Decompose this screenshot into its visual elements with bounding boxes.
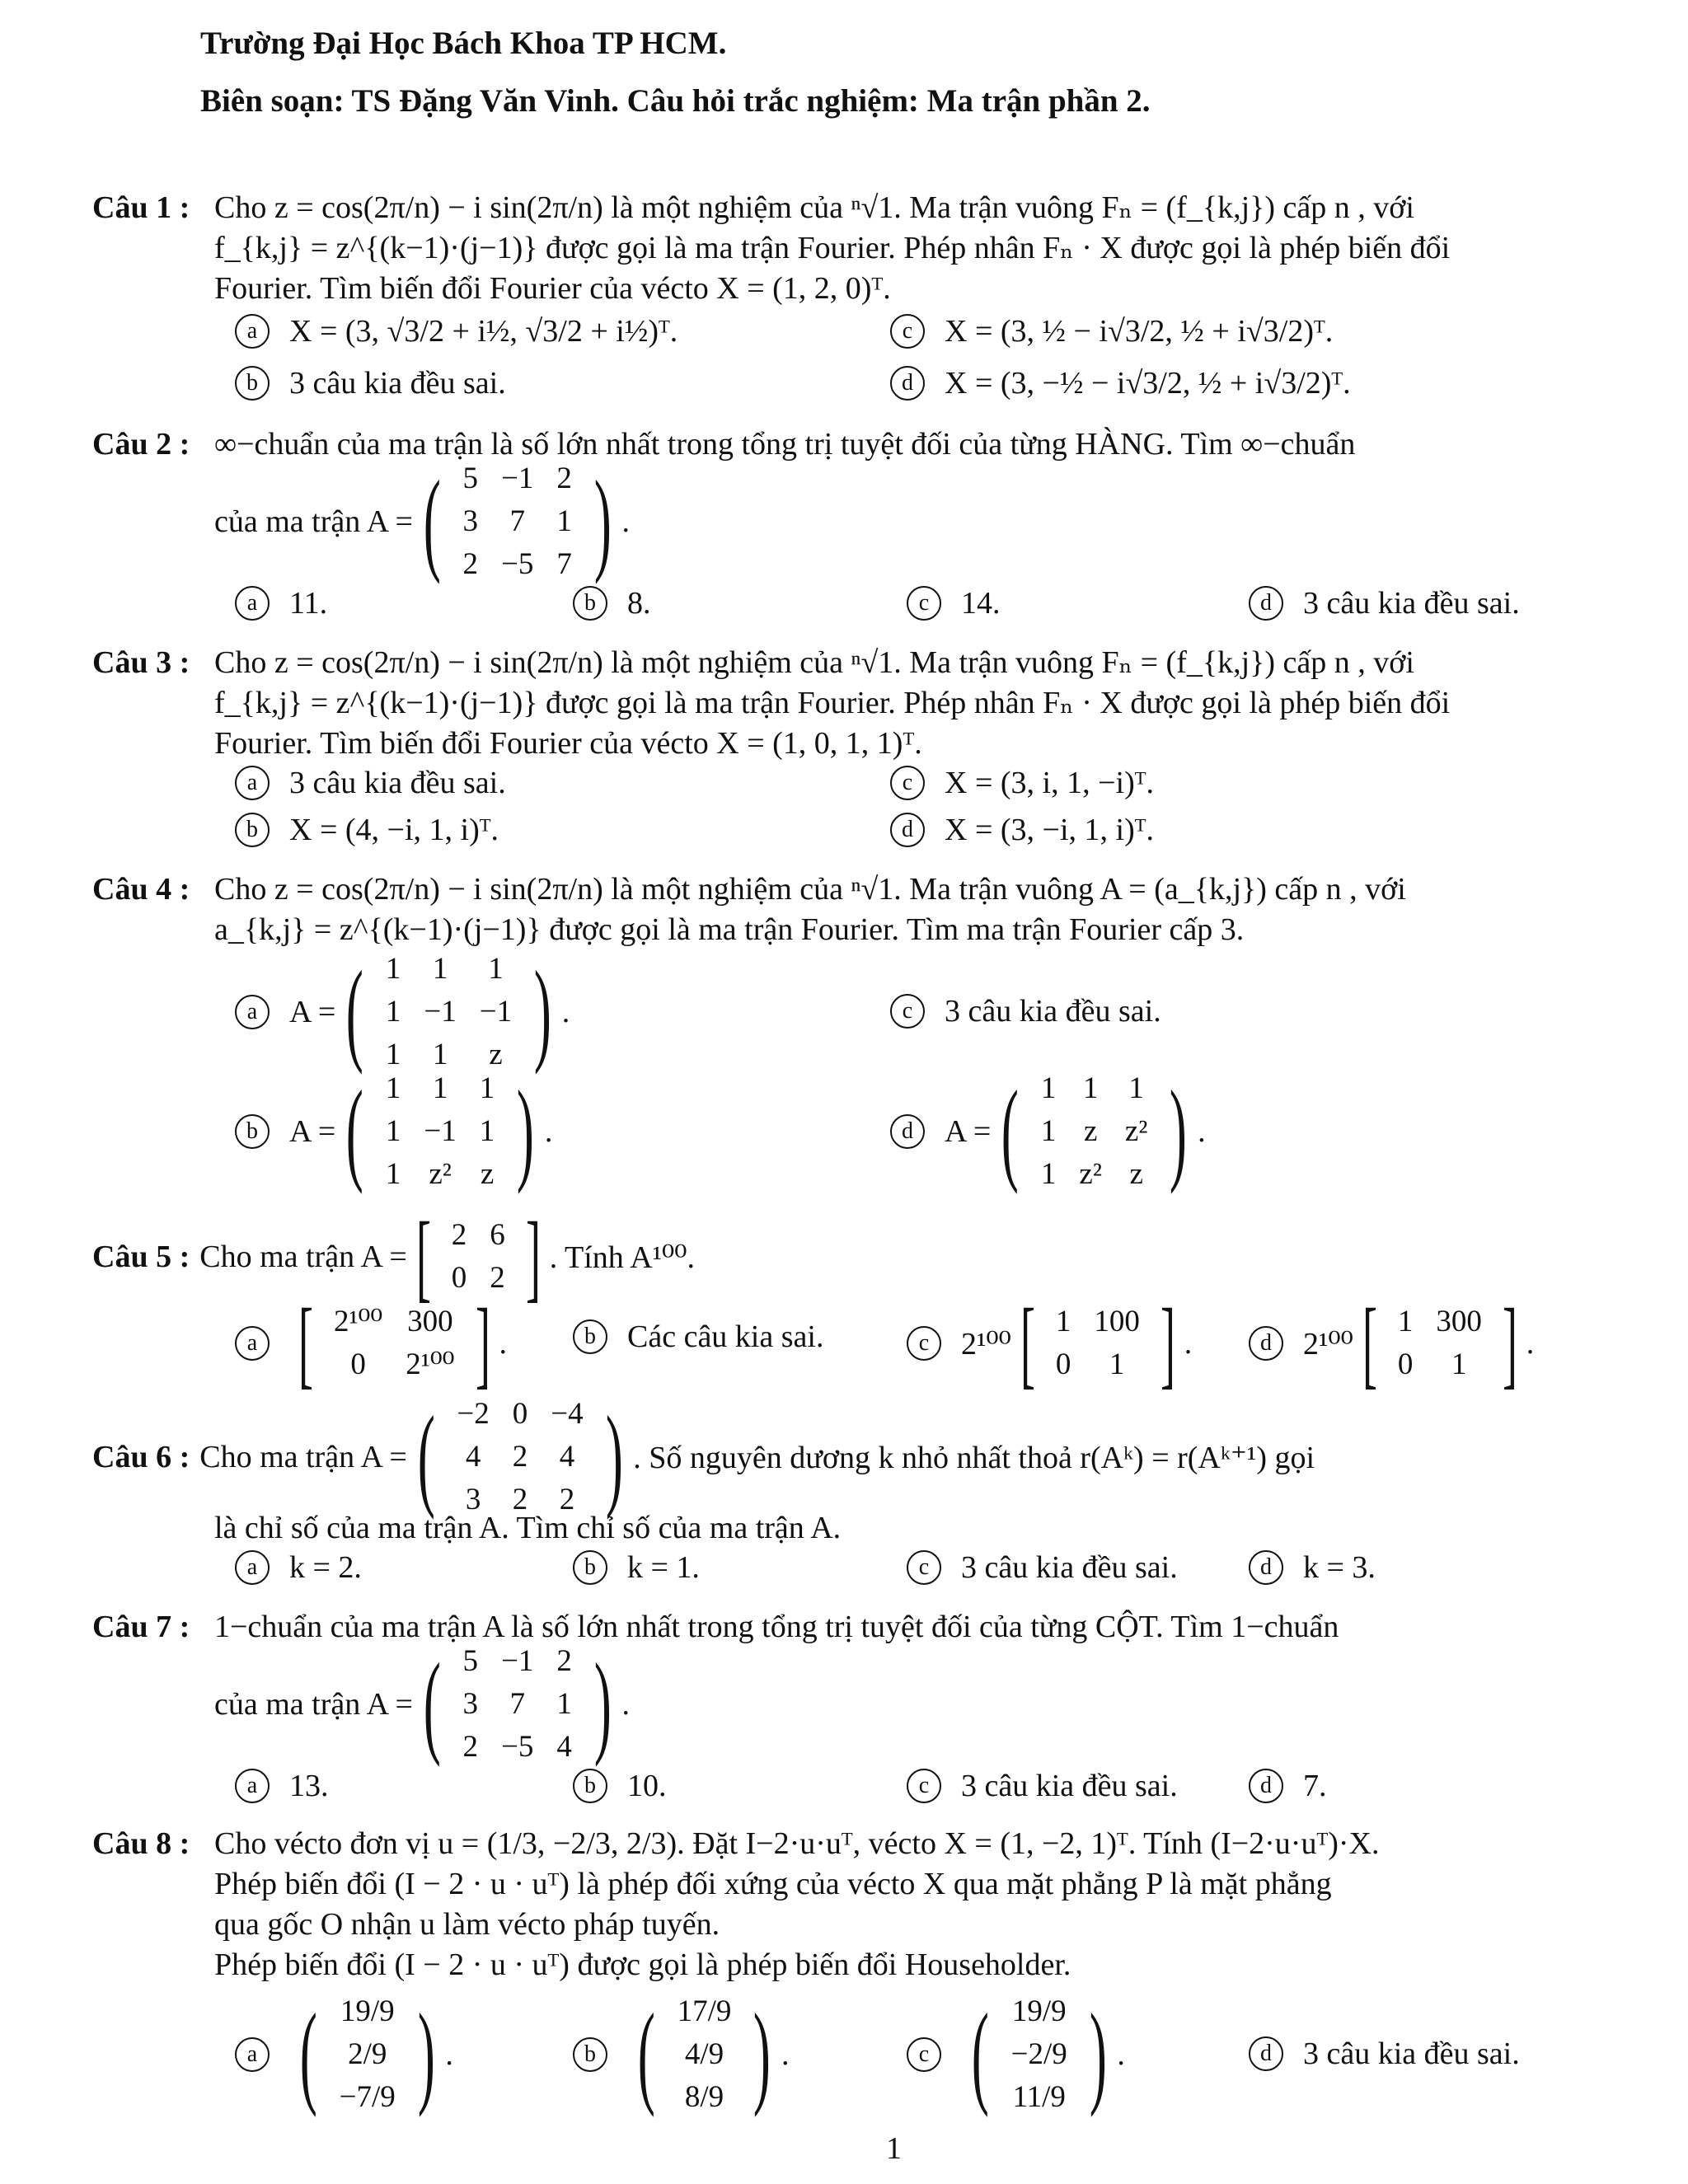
matrix-cell: 2 [556, 1644, 572, 1678]
matrix-A: [ 2 6 0 2 ] [415, 1202, 541, 1311]
matrix-cell: 2/9 [348, 2037, 387, 2071]
option-marker: d [1249, 586, 1283, 621]
matrix-row [374, 948, 523, 991]
matrix-row [374, 991, 523, 1033]
option-text: 3 câu kia đều sai. [945, 994, 1161, 1029]
matrix-cell: 2 [462, 547, 479, 581]
option-text: 3 câu kia đều sai. [961, 1550, 1178, 1585]
question-label: Câu 7 : [92, 1610, 190, 1644]
matrix-cell: 4 [559, 1440, 575, 1474]
question-text: Cho z = cos(2π/n) − i sin(2π/n) là một nghiệm của ⁿ√1. Ma trận vuông Fₙ = (f_{k,j}) cấp n , với [214, 190, 1414, 225]
matrix-row [445, 1393, 594, 1436]
matrix-cell: 2 [512, 1483, 528, 1516]
option-marker: b [573, 1319, 607, 1354]
matrix-cell: 0 [350, 1347, 366, 1381]
matrix-row [322, 1343, 467, 1386]
matrix-row [452, 543, 584, 586]
page-number: 1 [886, 2131, 902, 2166]
matrix-cell: 2 [556, 462, 572, 495]
matrix-row [328, 2076, 407, 2119]
option-text: k = 2. [289, 1550, 362, 1585]
option-d[interactable] [1249, 1768, 1327, 1804]
option-text: 10. [627, 1769, 667, 1803]
matrix-line: của ma trận A = ( 5 −1 2 3 7 1 2 −5 7 ) . [214, 457, 631, 585]
option-marker: a [235, 766, 270, 800]
question-text: ∞−chuẩn của ma trận là số lớn nhất trong tổng trị tuyệt đối của từng HÀNG. Tìm ∞−chuẩn [214, 427, 1356, 462]
matrix-option-d: [ 1 300 0 1 ] [1362, 1288, 1517, 1398]
matrix-cell: 11/9 [1012, 2080, 1066, 2114]
matrix-row [452, 1683, 584, 1726]
question-label: Câu 6 : [92, 1440, 190, 1474]
option-text: 11. [289, 586, 328, 621]
header-author: Biên soạn: TS Đặng Văn Vinh. Câu hỏi trắc nghiệm: Ma trận phần 2. [200, 83, 1151, 119]
option-marker: a [235, 1326, 270, 1361]
matrix-cell: −4 [551, 1397, 584, 1431]
matrix-cell: 4 [556, 1730, 572, 1764]
option-marker: c [907, 1769, 941, 1803]
matrix-row [452, 457, 584, 500]
question-text: Cho vécto đơn vị u = (1/3, −2/3, 2/3). Đặt I−2·u·uᵀ, vécto X = (1, −2, 1)ᵀ. Tính (I−2·u·uᵀ)·X. [214, 1826, 1380, 1861]
option-marker: a [235, 1550, 270, 1585]
question-3 [92, 643, 1515, 764]
option-text: 3 câu kia đều sai. [1303, 2036, 1520, 2071]
option-a[interactable] [235, 585, 327, 621]
question-label: Câu 5 : [92, 1240, 190, 1274]
matrix-row [452, 1640, 584, 1683]
matrix-line: của ma trận A = ( 5 −1 2 3 7 1 2 −5 4 ) . [214, 1640, 631, 1768]
question-label: Câu 2 : [92, 427, 190, 462]
matrix-cell: −5 [501, 547, 534, 581]
matrix-cell: 0 [1055, 1347, 1071, 1381]
option-b[interactable] [573, 1549, 700, 1586]
option-marker: b [573, 1550, 607, 1585]
option-marker: b [573, 2037, 607, 2072]
vector-option-c: ( 19/9 −2/9 11/9 ) [971, 1990, 1107, 2118]
matrix-cell: 1 [385, 1157, 401, 1191]
matrix-cell: 3 [462, 1687, 479, 1721]
matrix-cell: z [1083, 1114, 1098, 1148]
option-a[interactable]: a ( 19/9 2/9 −7/9 ) . [235, 1990, 453, 2119]
option-text: X = (3, i, 1, −i)ᵀ. [945, 766, 1154, 800]
matrix-cell: 4/9 [684, 2037, 724, 2071]
matrix-option-a: [ 2¹⁰⁰ 300 0 2¹⁰⁰ ] [298, 1288, 490, 1398]
matrix-cell: 1 [432, 1038, 448, 1071]
matrix-cell: −1 [479, 995, 513, 1029]
matrix-cell: z² [1124, 1114, 1148, 1148]
matrix-A: ( 5 −1 2 3 7 1 2 −5 4 ) [423, 1640, 612, 1768]
vector-option-b: ( 17/9 4/9 8/9 ) [637, 1990, 771, 2118]
option-d[interactable] [890, 365, 1351, 401]
option-marker: d [1249, 1550, 1283, 1585]
matrix-row [1386, 1301, 1493, 1343]
option-c[interactable]: c ( 19/9 −2/9 11/9 ) . [907, 1990, 1125, 2119]
option-d[interactable] [1249, 1549, 1376, 1586]
matrix-cell: 2 [462, 1730, 479, 1764]
coefficient: 2¹⁰⁰ [961, 1326, 1011, 1361]
question-4 [92, 869, 1515, 950]
matrix-option-d: ( 1 1 1 1 z z² 1 z² z ) [1001, 1067, 1188, 1195]
matrix-cell: 19/9 [340, 1994, 395, 2028]
matrix-row [666, 2033, 743, 2076]
question-text: . Số nguyên dương k nhỏ nhất thoả r(Aᵏ) = r(Aᵏ⁺¹) gọi [633, 1440, 1315, 1475]
matrix-cell: −1 [501, 462, 534, 495]
matrix-cell: 2¹⁰⁰ [406, 1347, 455, 1381]
option-c[interactable]: c 2¹⁰⁰ [ 1 100 0 1 ] . [907, 1294, 1192, 1393]
matrix-cell: 1 [556, 1687, 572, 1721]
question-text: qua gốc O nhận u làm vécto pháp tuyến. [214, 1907, 720, 1942]
matrix-cell: 1 [1040, 1157, 1057, 1191]
matrix-row [1029, 1153, 1160, 1196]
option-marker: c [890, 994, 925, 1029]
question-label: Câu 1 : [92, 190, 190, 225]
question-label: Câu 8 : [92, 1826, 190, 1861]
matrix-row [452, 1726, 584, 1769]
option-c[interactable] [907, 1549, 1178, 1586]
question-text: Fourier. Tìm biến đổi Fourier của vécto X = (1, 2, 0)ᵀ. [214, 271, 891, 306]
option-text: 3 câu kia đều sai. [289, 366, 506, 401]
matrix-cell: z [480, 1157, 495, 1191]
matrix-cell: 1 [385, 1038, 401, 1071]
matrix-cell: 0 [1397, 1347, 1414, 1381]
matrix-cell: z [489, 1038, 503, 1071]
matrix-row [328, 1990, 407, 2033]
option-marker: c [907, 586, 941, 621]
matrix-row [1029, 1110, 1160, 1153]
option-text: X = (3, ½ − i√3/2, ½ + i√3/2)ᵀ. [945, 314, 1334, 349]
question-text: Phép biến đổi (I − 2 · u · uᵀ) được gọi là phép biến đổi Householder. [214, 1947, 1071, 1982]
option-text: X = (3, −i, 1, i)ᵀ. [945, 813, 1154, 847]
option-marker: a [235, 1769, 270, 1803]
option-marker: b [235, 813, 270, 847]
option-marker: c [907, 2037, 941, 2072]
matrix-cell: 6 [490, 1218, 505, 1252]
matrix-row [445, 1436, 594, 1479]
option-marker: a [235, 314, 270, 349]
question-1 [92, 188, 1515, 309]
header-school: Trường Đại Học Bách Khoa TP HCM. [200, 26, 727, 61]
matrix-prefix: của ma trận A = [214, 504, 413, 539]
matrix-cell: 2 [451, 1218, 467, 1252]
matrix-cell: 8/9 [684, 2080, 724, 2114]
option-c[interactable] [890, 313, 1333, 349]
question-text: a_{k,j} = z^{(k−1)·(j−1)} được gọi là ma trận Fourier. Tìm ma trận Fourier cấp 3. [214, 912, 1245, 947]
matrix-cell: 1 [1397, 1305, 1414, 1338]
matrix-row [1029, 1067, 1160, 1110]
matrix-option-b: ( 1 1 1 1 −1 1 1 z² z ) [346, 1067, 535, 1195]
option-b[interactable] [235, 812, 499, 848]
matrix-cell: z [1129, 1157, 1143, 1191]
option-marker: c [907, 1550, 941, 1585]
option-text: X = (3, −½ − i√3/2, ½ + i√3/2)ᵀ. [945, 366, 1351, 401]
option-text: 3 câu kia đều sai. [961, 1769, 1178, 1803]
question-6 [92, 1393, 1315, 1521]
matrix-row [1044, 1343, 1151, 1386]
matrix-row [440, 1214, 517, 1257]
option-marker: c [907, 1326, 941, 1361]
option-a[interactable]: a [ 2¹⁰⁰ 300 0 2¹⁰⁰ ] . [235, 1294, 507, 1393]
option-text: 13. [289, 1769, 329, 1803]
matrix-cell: 5 [462, 1644, 479, 1678]
matrix-cell: 2 [512, 1440, 528, 1474]
option-a[interactable] [235, 1549, 362, 1586]
matrix-cell: z² [1079, 1157, 1102, 1191]
matrix-cell: 1 [432, 952, 448, 986]
question-text: 1−chuẩn của ma trận A là số lớn nhất trong tổng trị tuyệt đối của từng CỘT. Tìm 1−chuẩn [214, 1610, 1339, 1644]
question-text: Cho z = cos(2π/n) − i sin(2π/n) là một nghiệm của ⁿ√1. Ma trận vuông A = (a_{k,j}) cấp n , với [214, 872, 1406, 907]
matrix-cell: 1 [385, 1071, 401, 1105]
matrix-cell: 1 [385, 995, 401, 1029]
matrix-cell: 1 [385, 1114, 401, 1148]
matrix-cell: 3 [462, 504, 479, 538]
matrix-cell: 1 [385, 952, 401, 986]
matrix-cell: −1 [424, 1114, 457, 1148]
matrix-row [452, 500, 584, 543]
option-text: 8. [627, 586, 651, 621]
option-a[interactable]: a A = ( 1 1 1 1 −1 −1 1 1 z ) . [235, 948, 570, 1076]
option-marker: b [573, 1769, 607, 1803]
matrix-cell: 0 [451, 1261, 467, 1295]
option-c[interactable] [890, 993, 1161, 1029]
option-marker: d [890, 1114, 925, 1149]
option-b[interactable] [573, 1319, 823, 1355]
matrix-cell: −5 [501, 1730, 534, 1764]
matrix-cell: 1 [1109, 1347, 1125, 1381]
matrix-cell: 100 [1094, 1305, 1140, 1338]
option-text: Các câu kia sai. [627, 1319, 824, 1354]
matrix-row [666, 1990, 743, 2033]
matrix-prefix: Cho ma trận A = [199, 1240, 407, 1274]
matrix-cell: 17/9 [677, 1994, 732, 2028]
matrix-option-c: [ 1 100 0 1 ] [1020, 1288, 1175, 1398]
option-text: 3 câu kia đều sai. [1303, 586, 1520, 621]
question-text: Cho z = cos(2π/n) − i sin(2π/n) là một nghiệm của ⁿ√1. Ma trận vuông Fₙ = (f_{k,j}) cấp n , với [214, 645, 1414, 680]
matrix-row [666, 2076, 743, 2119]
matrix-cell: 1 [1082, 1071, 1099, 1105]
option-marker: b [573, 586, 607, 621]
option-b[interactable] [573, 585, 651, 621]
matrix-cell: 1 [488, 952, 504, 986]
option-text: X = (3, √3/2 + i½, √3/2 + i½)ᵀ. [289, 314, 678, 349]
option-marker: a [235, 995, 270, 1029]
option-marker: d [890, 813, 925, 847]
option-text: 3 câu kia đều sai. [289, 766, 506, 800]
question-6-cont [92, 1508, 1515, 1549]
matrix-row [1386, 1343, 1493, 1386]
option-marker: b [235, 366, 270, 401]
matrix-cell: −7/9 [339, 2080, 396, 2114]
matrix-row [1000, 1990, 1079, 2033]
option-text: k = 3. [1303, 1550, 1376, 1585]
matrix-row [322, 1301, 467, 1343]
option-marker: a [235, 2037, 270, 2072]
matrix-cell: 1 [479, 1071, 495, 1105]
option-b[interactable] [573, 1768, 667, 1804]
matrix-cell: z² [429, 1157, 452, 1191]
option-marker: a [235, 586, 270, 621]
option-text: 7. [1303, 1769, 1327, 1803]
matrix-cell: 1 [432, 1071, 448, 1105]
matrix-row [1000, 2033, 1079, 2076]
matrix-prefix: A = [289, 995, 336, 1029]
option-b[interactable]: b A = ( 1 1 1 1 −1 1 1 z² z ) . [235, 1067, 552, 1196]
question-text: là chỉ số của ma trận A. Tìm chỉ số của ma trận A. [214, 1511, 842, 1545]
option-c[interactable] [890, 765, 1154, 801]
option-marker: c [890, 766, 925, 800]
coefficient: 2¹⁰⁰ [1303, 1326, 1353, 1361]
matrix-cell: 1 [1040, 1071, 1057, 1105]
matrix-cell: 2 [490, 1261, 505, 1295]
matrix-cell: 1 [1128, 1071, 1144, 1105]
matrix-cell: 0 [512, 1397, 528, 1431]
question-text: Phép biến đổi (I − 2 · u · uᵀ) là phép đối xứng của vécto X qua mặt phẳng P là mặt phẳng [214, 1867, 1332, 1901]
question-5 [92, 1202, 695, 1311]
matrix-cell: 5 [462, 462, 479, 495]
question-text: f_{k,j} = z^{(k−1)·(j−1)} được gọi là ma trận Fourier. Phép nhân Fₙ · X được gọi là phép biến đổi [214, 231, 1451, 265]
question-text: f_{k,j} = z^{(k−1)·(j−1)} được gọi là ma trận Fourier. Phép nhân Fₙ · X được gọi là phép biến đổi [214, 686, 1451, 720]
matrix-cell: 300 [1436, 1305, 1482, 1338]
matrix-cell: −2/9 [1010, 2037, 1067, 2071]
option-d[interactable] [1249, 585, 1520, 621]
matrix-cell: 1 [1040, 1114, 1057, 1148]
matrix-row [328, 2033, 407, 2076]
matrix-cell: 3 [465, 1483, 481, 1516]
matrix-option-a: ( 1 1 1 1 −1 −1 1 1 z ) [346, 948, 551, 1076]
option-d[interactable] [1249, 2036, 1520, 2072]
matrix-cell: 300 [407, 1305, 453, 1338]
option-text: X = (4, −i, 1, i)ᵀ. [289, 813, 499, 847]
matrix-row [1000, 2076, 1079, 2119]
option-marker: d [1249, 1769, 1283, 1803]
option-a[interactable] [235, 1768, 329, 1804]
matrix-cell: 19/9 [1011, 1994, 1067, 2028]
option-marker: c [890, 314, 925, 349]
matrix-row [1044, 1301, 1151, 1343]
option-d[interactable] [890, 812, 1154, 848]
matrix-cell: 4 [465, 1440, 481, 1474]
option-text: k = 1. [627, 1550, 700, 1585]
matrix-cell: 2 [559, 1483, 575, 1516]
matrix-cell: 7 [556, 547, 572, 581]
matrix-A: ( 5 −1 2 3 7 1 2 −5 7 ) [423, 457, 612, 585]
option-marker: b [235, 1114, 270, 1149]
matrix-prefix: A = [289, 1114, 336, 1149]
option-marker: d [890, 366, 925, 401]
option-d[interactable]: d A = ( 1 1 1 1 z z² 1 z² z ) . [890, 1067, 1206, 1196]
matrix-cell: −1 [424, 995, 457, 1029]
question-text: Fourier. Tìm biến đổi Fourier của vécto X = (1, 0, 1, 1)ᵀ. [214, 726, 922, 761]
matrix-row [374, 1110, 506, 1153]
matrix-cell: −1 [501, 1644, 534, 1678]
question-8 [92, 1824, 1515, 1985]
option-d[interactable]: d 2¹⁰⁰ [ 1 300 0 1 ] . [1249, 1294, 1534, 1393]
question-label: Câu 3 : [92, 645, 190, 680]
option-c[interactable] [907, 1768, 1178, 1804]
option-a[interactable] [235, 313, 678, 349]
option-marker: d [1249, 2036, 1283, 2071]
option-b[interactable] [235, 365, 506, 401]
matrix-cell: 2¹⁰⁰ [333, 1305, 383, 1338]
matrix-cell: 1 [1451, 1347, 1467, 1381]
matrix-cell: 1 [556, 504, 572, 538]
question-text: . Tính A¹⁰⁰. [549, 1240, 695, 1275]
vector-option-a: ( 19/9 2/9 −7/9 ) [299, 1990, 435, 2118]
matrix-A: ( −2 0 −4 4 2 4 3 2 2 ) [417, 1393, 623, 1521]
matrix-prefix: Cho ma trận A = [199, 1440, 407, 1474]
matrix-cell: −2 [457, 1397, 490, 1431]
matrix-row [374, 1067, 506, 1110]
matrix-prefix: của ma trận A = [214, 1687, 413, 1722]
matrix-row [374, 1153, 506, 1196]
matrix-cell: 7 [509, 504, 525, 538]
matrix-cell: 1 [1055, 1305, 1071, 1338]
option-a[interactable] [235, 765, 506, 801]
question-label: Câu 4 : [92, 872, 190, 907]
option-text: 14. [961, 586, 1001, 621]
matrix-cell: 7 [509, 1687, 525, 1721]
matrix-prefix: A = [945, 1114, 992, 1149]
option-marker: d [1249, 1326, 1283, 1361]
option-b[interactable]: b ( 17/9 4/9 8/9 ) . [573, 1990, 790, 2119]
matrix-cell: 1 [479, 1114, 495, 1148]
option-c[interactable] [907, 585, 1001, 621]
